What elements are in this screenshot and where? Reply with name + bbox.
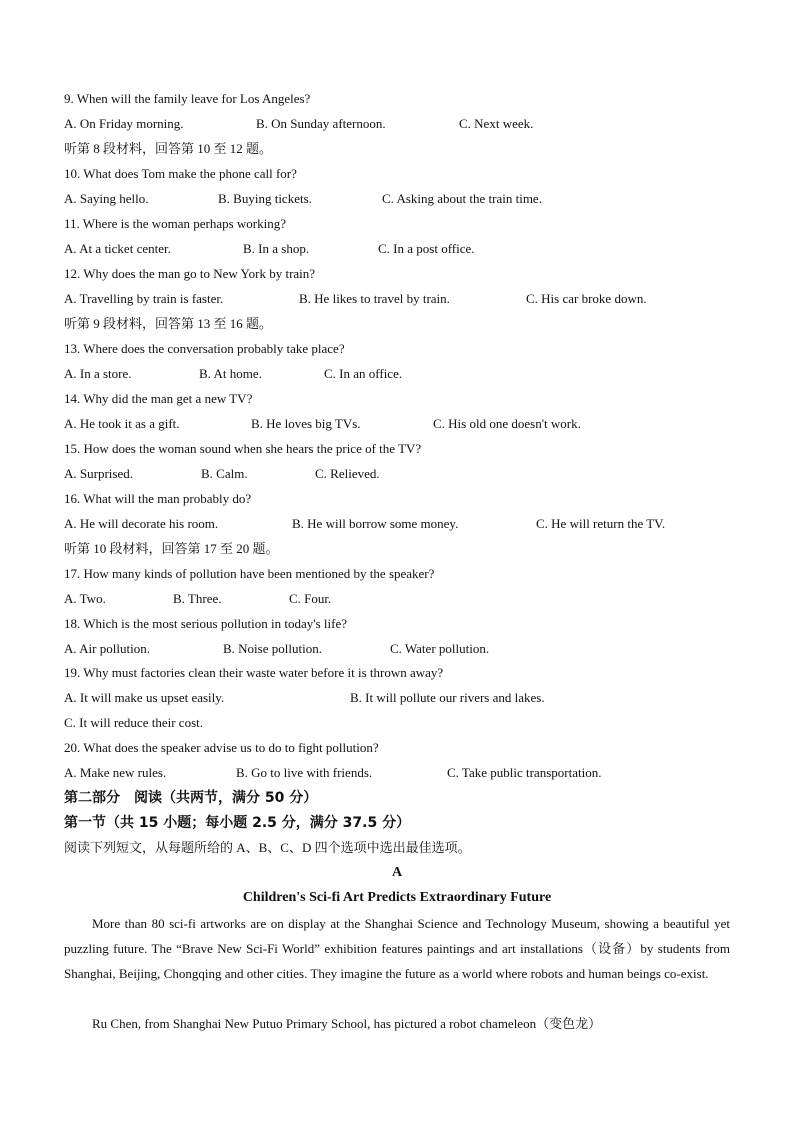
option-12a: A. Travelling by train is faster. (64, 291, 224, 306)
question-9: 9. When will the family leave for Los Angeles? (64, 91, 311, 106)
question-18: 18. Which is the most serious pollution in today's life? (64, 616, 348, 631)
question-10: 10. What does Tom make the phone call for? (64, 166, 297, 181)
option-13c: C. In an office. (324, 366, 403, 381)
option-14a: A. He took it as a gift. (64, 416, 180, 431)
instruction-part8: 听第 8 段材料，回答第 10 至 12 题。 (64, 141, 273, 156)
option-19c: C. It will reduce their cost. (64, 715, 203, 730)
option-17a: A. Two. (64, 591, 106, 606)
option-9a: A. On Friday morning. (64, 116, 184, 131)
option-11c: C. In a post office. (378, 241, 475, 256)
option-16a: A. He will decorate his room. (64, 516, 219, 531)
question-20: 20. What does the speaker advise us to do to fight pollution? (64, 740, 379, 755)
option-14b: B. He loves big TVs. (251, 416, 361, 431)
option-15b: B. Calm. (201, 466, 248, 481)
option-15c: C. Relieved. (315, 466, 380, 481)
instruction-part10: 听第 10 段材料，回答第 17 至 20 题。 (64, 541, 279, 556)
question-13: 13. Where does the conversation probably take place? (64, 341, 345, 356)
option-14c: C. His old one doesn't work. (433, 416, 581, 431)
option-16c: C. He will return the TV. (536, 516, 666, 531)
question-12: 12. Why does the man go to New York by train? (64, 266, 316, 281)
option-11a: A. At a ticket center. (64, 241, 171, 256)
option-20a: A. Make new rules. (64, 765, 167, 780)
option-10a: A. Saying hello. (64, 191, 149, 206)
passage-letter: A (391, 865, 403, 880)
option-17c: C. Four. (289, 591, 332, 606)
question-15: 15. How does the woman sound when she hears the price of the TV? (64, 441, 422, 456)
option-19a: A. It will make us upset easily. (64, 690, 225, 705)
option-16b: B. He will borrow some money. (292, 516, 459, 531)
passage-paragraph-2: Ru Chen, from Shanghai New Putuo Primary School, has pictured a robot chameleon（变色龙） (92, 1016, 602, 1031)
question-14: 14. Why did the man get a new TV? (64, 391, 253, 406)
option-13a: A. In a store. (64, 366, 132, 381)
option-15a: A. Surprised. (64, 466, 133, 481)
option-18a: A. Air pollution. (64, 641, 150, 656)
option-20b: B. Go to live with friends. (236, 765, 373, 780)
instruction-part9: 听第 9 段材料，回答第 13 至 16 题。 (64, 316, 273, 331)
section-title: 第二部分 阅读（共两节，满分 50 分） (64, 790, 318, 806)
section-direction: 阅读下列短文，从每题所给的 A、B、C、D 四个选项中选出最佳选项。 (64, 840, 471, 855)
option-12b: B. He likes to travel by train. (299, 291, 450, 306)
option-18b: B. Noise pollution. (223, 641, 322, 656)
option-12c: C. His car broke down. (526, 291, 647, 306)
option-13b: B. At home. (199, 366, 262, 381)
section-subtitle: 第一节（共 15 小题；每小题 2.5 分，满分 37.5 分） (64, 815, 411, 831)
option-20c: C. Take public transportation. (447, 765, 602, 780)
option-10c: C. Asking about the train time. (382, 191, 542, 206)
option-9b: B. On Sunday afternoon. (256, 116, 386, 131)
option-9c: C. Next week. (459, 116, 534, 131)
question-16: 16. What will the man probably do? (64, 491, 252, 506)
passage-title: Children's Sci-fi Art Predicts Extraordinary Future (242, 890, 552, 905)
question-17: 17. How many kinds of pollution have been mentioned by the speaker? (64, 566, 435, 581)
option-10b: B. Buying tickets. (218, 191, 312, 206)
question-19: 19. Why must factories clean their waste water before it is thrown away? (64, 665, 444, 680)
option-11b: B. In a shop. (243, 241, 310, 256)
option-17b: B. Three. (173, 591, 222, 606)
passage-paragraph-1: More than 80 sci-fi artworks are on display at the Shanghai Science and Technology Museum, showing a beautiful yet puzzling future. The “Brave New Sci-Fi World” exhibition features paintings and art installations（设备）by students from Shanghai, Beijing, Chongqing and other cities. They imagine the future as a world where robots and human beings co-exist. (64, 916, 730, 981)
option-19b: B. It will pollute our rivers and lakes. (350, 690, 545, 705)
question-11: 11. Where is the woman perhaps working? (64, 216, 287, 231)
option-18c: C. Water pollution. (390, 641, 490, 656)
